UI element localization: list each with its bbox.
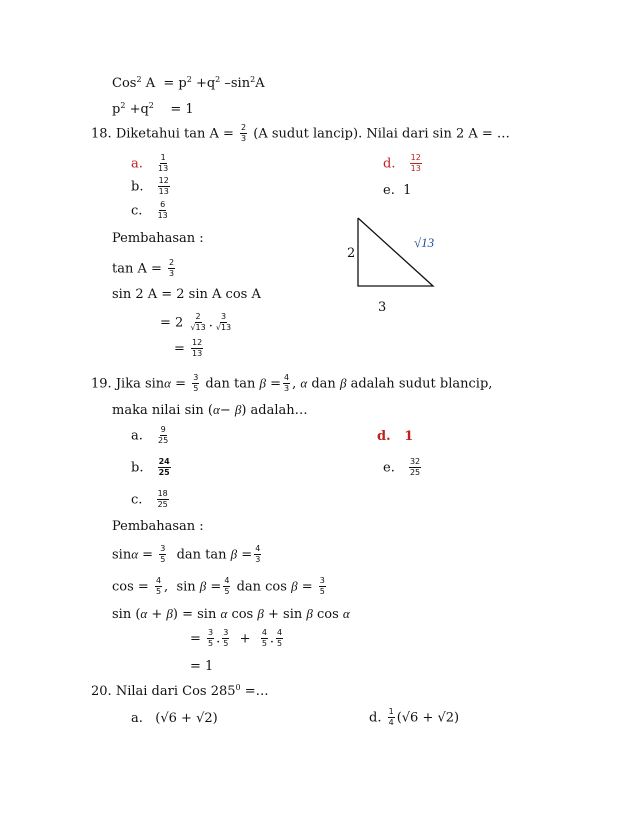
alpha: α <box>300 375 308 391</box>
fraction <box>388 708 395 728</box>
sup: 2 <box>215 75 221 84</box>
num: 2 <box>195 313 202 323</box>
text: cos <box>317 607 339 622</box>
num: 3 <box>192 374 199 384</box>
text: − <box>219 403 231 418</box>
alpha: α <box>131 546 139 562</box>
fraction <box>223 577 230 597</box>
text: = <box>190 631 201 647</box>
q18-option-c <box>131 201 171 221</box>
text: dan tan <box>176 547 227 563</box>
text: ) = sin <box>172 607 217 622</box>
text: ) adalah… <box>241 403 308 418</box>
option-label: b. <box>131 179 144 195</box>
q20-stem <box>91 684 269 698</box>
den: 5 <box>224 587 230 597</box>
alpha: α <box>212 402 220 417</box>
den: 5 <box>160 555 166 565</box>
text: + <box>151 607 163 622</box>
num: 4 <box>155 577 162 587</box>
option-label: d. <box>369 710 382 726</box>
den: 3 <box>284 384 290 394</box>
fraction <box>409 458 421 478</box>
text: sin <box>176 579 196 595</box>
text: . <box>269 631 275 647</box>
num: 4 <box>276 629 283 639</box>
intro-line-2 <box>112 102 194 116</box>
fraction <box>191 339 203 359</box>
option-value: 1 <box>403 183 412 198</box>
text: cos = <box>112 579 149 595</box>
text: –sin <box>224 76 251 91</box>
num: 9 <box>160 426 167 436</box>
den: 5 <box>261 639 267 649</box>
text: cos <box>231 607 254 622</box>
text: = p <box>163 76 187 91</box>
den: 13 <box>158 187 169 197</box>
text: (A sudut lancip). Nilai dari sin 2 A = … <box>253 126 510 142</box>
q19-step2 <box>112 577 328 597</box>
den: 5 <box>319 587 325 597</box>
den: 3 <box>169 269 175 279</box>
text: maka nilai sin ( <box>112 403 213 418</box>
beta: β <box>257 606 264 621</box>
text: = 2 <box>160 315 184 331</box>
fraction <box>157 154 169 174</box>
q18-option-d <box>383 154 424 174</box>
text: tan A = <box>112 261 162 277</box>
num: 32 <box>409 458 421 468</box>
den: 5 <box>277 639 283 649</box>
den: 5 <box>208 639 214 649</box>
text: . <box>216 631 221 647</box>
fraction <box>155 577 162 597</box>
num: 1 <box>388 708 395 718</box>
beta: β <box>259 375 266 391</box>
text: dan cos <box>236 579 287 595</box>
fraction <box>410 154 422 174</box>
fraction <box>276 629 283 649</box>
text: + <box>239 631 251 647</box>
option-label: b. <box>131 460 144 476</box>
q19-line2 <box>112 403 308 417</box>
sup: 2 <box>186 75 192 84</box>
den: 4 <box>388 718 394 728</box>
option-label: d. <box>377 429 391 444</box>
text: +q <box>129 102 149 117</box>
q18-step1 <box>112 259 177 279</box>
sup: 2 <box>250 75 256 84</box>
q19-option-c <box>131 490 171 510</box>
text: Jika sin <box>115 376 165 392</box>
q20-option-a <box>131 712 218 725</box>
q19-pembahasan: Pembahasan : <box>112 519 204 534</box>
den: 13 <box>410 164 421 174</box>
text: Cos <box>112 76 137 91</box>
fraction <box>157 490 169 510</box>
fraction <box>215 313 232 333</box>
text: dan tan <box>205 376 256 392</box>
text: + sin <box>268 607 303 622</box>
den: √13 <box>190 323 206 333</box>
fraction <box>158 177 170 197</box>
text: adalah sudut blancip, <box>350 376 493 392</box>
num: 3 <box>222 629 229 639</box>
num: 4 <box>261 629 268 639</box>
num: 12 <box>410 154 422 164</box>
text: = <box>142 547 154 563</box>
num: 24 <box>158 458 171 468</box>
den: 25 <box>409 468 421 478</box>
option-value: (√6 + √2) <box>396 710 460 726</box>
q18-step4 <box>174 339 205 359</box>
fraction <box>222 629 229 649</box>
equals: = <box>174 341 185 357</box>
option-label: a. <box>131 156 143 172</box>
question-number: 18. <box>91 126 112 142</box>
fraction <box>158 458 171 478</box>
q18-step2: sin 2 A = 2 sin A cos A <box>112 287 261 302</box>
q19-step3 <box>112 607 350 621</box>
option-label: e. <box>383 183 395 198</box>
num: 3 <box>319 577 326 587</box>
text: p <box>112 102 121 117</box>
beta: β <box>339 375 347 391</box>
q19-option-a <box>131 426 171 446</box>
fraction <box>261 629 268 649</box>
num: 2 <box>240 124 247 134</box>
sup: 2 <box>148 101 154 110</box>
q19-stem: 19. Jika sinα = $\frac{3}{5}$ dan tan β = $\frac{4}{3}$ , α dan β adalah sudut blancip, <box>91 373 493 394</box>
alpha: α <box>164 375 171 391</box>
den: 13 <box>192 349 203 359</box>
fraction <box>192 374 199 394</box>
den: 13 <box>158 164 169 174</box>
num: 12 <box>158 177 170 187</box>
option-label: a. <box>131 711 143 726</box>
fraction <box>319 577 326 597</box>
text: = <box>270 376 282 392</box>
text: dan <box>311 376 336 392</box>
question-number: 19. <box>91 376 112 392</box>
q19-step1 <box>112 545 263 565</box>
right-triangle-figure <box>340 210 460 315</box>
num: 3 <box>159 545 166 555</box>
option-label: d. <box>383 156 396 172</box>
fraction <box>168 259 175 279</box>
q18-pembahasan: Pembahasan : <box>112 231 204 246</box>
q18-option-e <box>383 184 411 197</box>
intro-line-1 <box>112 76 265 90</box>
num: 1 <box>160 154 167 164</box>
den: 25 <box>157 500 168 510</box>
den: 3 <box>241 134 247 144</box>
beta: β <box>291 578 298 594</box>
option-label: c. <box>131 203 143 219</box>
text: A <box>255 76 265 91</box>
text: sin ( <box>112 607 141 622</box>
q19-option-d <box>377 430 413 443</box>
den: 13 <box>157 211 168 221</box>
beta: β <box>234 402 242 417</box>
fraction <box>159 545 166 565</box>
beta: β <box>199 578 207 594</box>
text: = 1 <box>170 102 194 117</box>
q19-step5: = 1 <box>190 659 214 674</box>
fraction <box>254 545 261 565</box>
alpha: α <box>140 606 148 621</box>
fraction <box>207 629 214 649</box>
q18-stem <box>91 124 510 144</box>
den: 5 <box>193 384 199 394</box>
den: 5 <box>223 639 229 649</box>
sup: 0 <box>235 683 241 692</box>
q19-step4 <box>190 629 285 649</box>
q18-option-a <box>131 154 171 174</box>
sup: 2 <box>120 101 126 110</box>
option-value: 1 <box>404 429 414 444</box>
fraction <box>283 374 290 394</box>
text: =… <box>244 684 269 699</box>
text: +q <box>195 76 216 91</box>
text: , <box>164 579 169 595</box>
fraction <box>157 201 169 221</box>
q19-option-e <box>383 458 423 478</box>
alpha: α <box>342 606 350 621</box>
den: 5 <box>155 587 162 597</box>
num: 6 <box>159 201 166 211</box>
q18-step3: = 2 $\frac{2}{√13}$ . $\frac{3}{√13}$ <box>160 312 232 333</box>
text: = <box>175 376 187 392</box>
fraction <box>240 124 247 144</box>
num: 18 <box>157 490 169 500</box>
fraction <box>157 426 169 446</box>
beta: β <box>306 606 313 621</box>
beta: β <box>230 546 238 562</box>
option-label: a. <box>131 428 143 444</box>
triangle-outline <box>358 218 433 286</box>
den: √13 <box>215 323 232 333</box>
num: 3 <box>207 629 214 639</box>
text: Nilai dari Cos 285 <box>115 684 236 699</box>
triangle-hypotenuse: √13 <box>414 235 435 250</box>
triangle-side-left: 2 <box>347 246 356 261</box>
text: = <box>241 547 253 563</box>
den: 3 <box>255 555 261 565</box>
q19-option-b <box>131 458 173 478</box>
num: 4 <box>283 374 290 384</box>
num: 3 <box>220 313 227 323</box>
option-label: c. <box>131 492 143 508</box>
text: sin <box>112 547 132 563</box>
den: 25 <box>158 468 170 478</box>
text: = <box>301 579 313 595</box>
text: Diketahui tan A = <box>115 126 234 142</box>
num: 2 <box>168 259 175 269</box>
option-value: (√6 + √2) <box>155 711 218 726</box>
triangle-side-bottom: 3 <box>378 300 387 315</box>
option-label: e. <box>383 460 395 476</box>
question-number: 20. <box>91 684 112 699</box>
text: = <box>210 579 222 595</box>
num: 12 <box>191 339 203 349</box>
q18-option-b <box>131 177 172 197</box>
fraction <box>189 313 206 333</box>
alpha: α <box>220 606 228 621</box>
sup: 2 <box>136 75 142 84</box>
den: 25 <box>158 436 169 446</box>
text: A <box>145 76 156 91</box>
beta: β <box>166 606 173 621</box>
q20-option-d <box>369 708 459 728</box>
num: 4 <box>254 545 261 555</box>
num: 4 <box>223 577 230 587</box>
